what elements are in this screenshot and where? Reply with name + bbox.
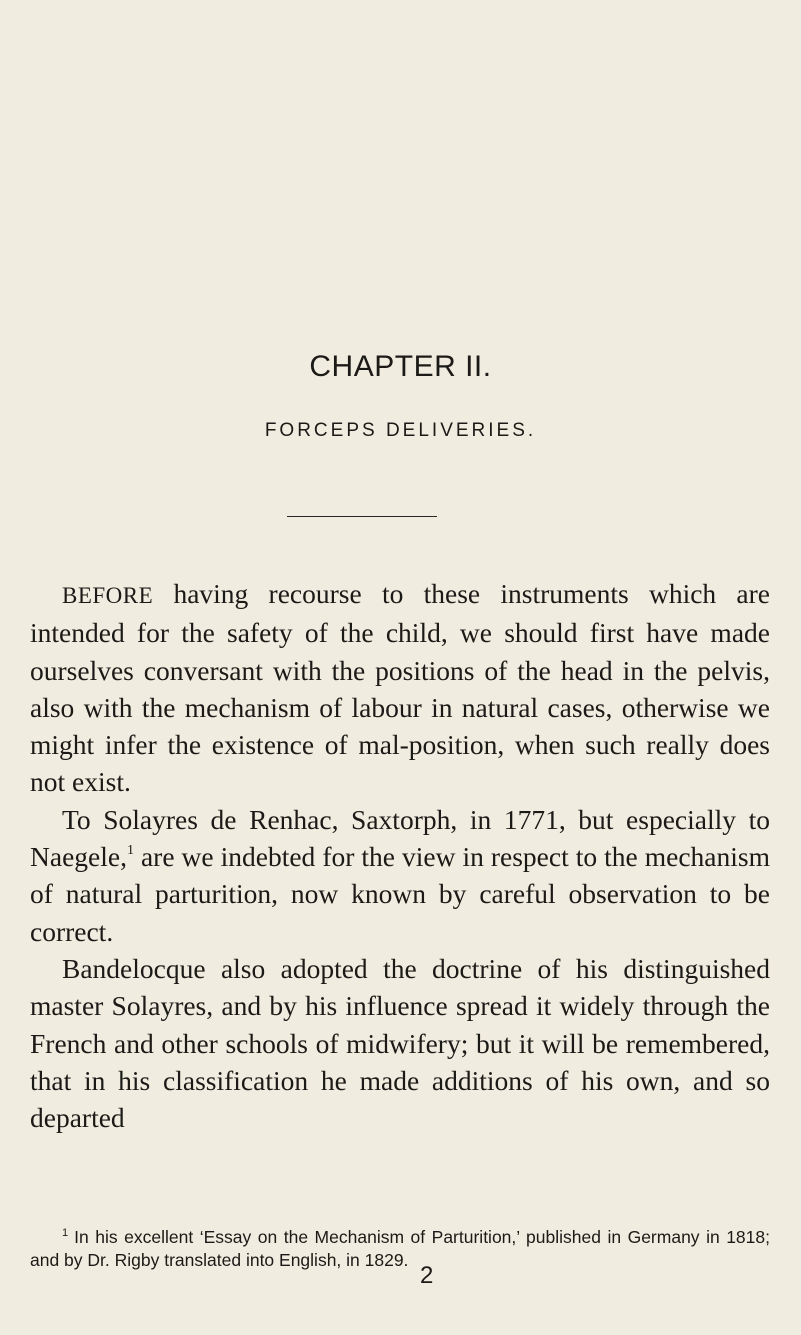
lead-word: BEFORE [62, 583, 154, 608]
chapter-heading: CHAPTER II. [309, 350, 492, 383]
paragraph-3 [30, 950, 770, 1136]
paragraph-text: To Solayres de Renhac, Saxtorph, in 1771, but especially to Naegele, [30, 803, 770, 873]
body-text [30, 575, 770, 1136]
footnote [30, 1222, 770, 1272]
footnote-text: In his excellent ‘Essay on the Mechanism of Parturition,’ published in Germany in 1818; and by Dr. Rigby translated into English, in 1829. [30, 1227, 770, 1270]
signature-mark: 2 [420, 1262, 434, 1289]
paragraph-2 [30, 801, 770, 950]
chapter-title: FORCEPS DELIVERIES. [264, 420, 537, 441]
paragraph-1 [30, 575, 770, 801]
footnote-reference: 1 [126, 843, 134, 859]
paragraph-text: are we indebted for the view in respect to the mechanism of natural parturition, now known by careful observation to be correct. [30, 841, 770, 947]
paragraph-text: Bandelocque also adopted the doctrine of his distinguished master Solayres, and by his influence spread it widely through the French and other schools of midwifery; but it will be remembered, that in his classification he made additions of his own, and so departed [30, 952, 770, 1134]
footnote-mark: 1 [62, 1227, 69, 1239]
paragraph-text: having recourse to these instruments which are intended for the safety of the child, we should first have made ourselves conversant with the positions of the head in the pelvis, also with the mechanism of labour in natural cases, otherwise we might infer the existence of mal-position, when such really does not exist. [30, 578, 770, 798]
title-divider [287, 516, 437, 517]
